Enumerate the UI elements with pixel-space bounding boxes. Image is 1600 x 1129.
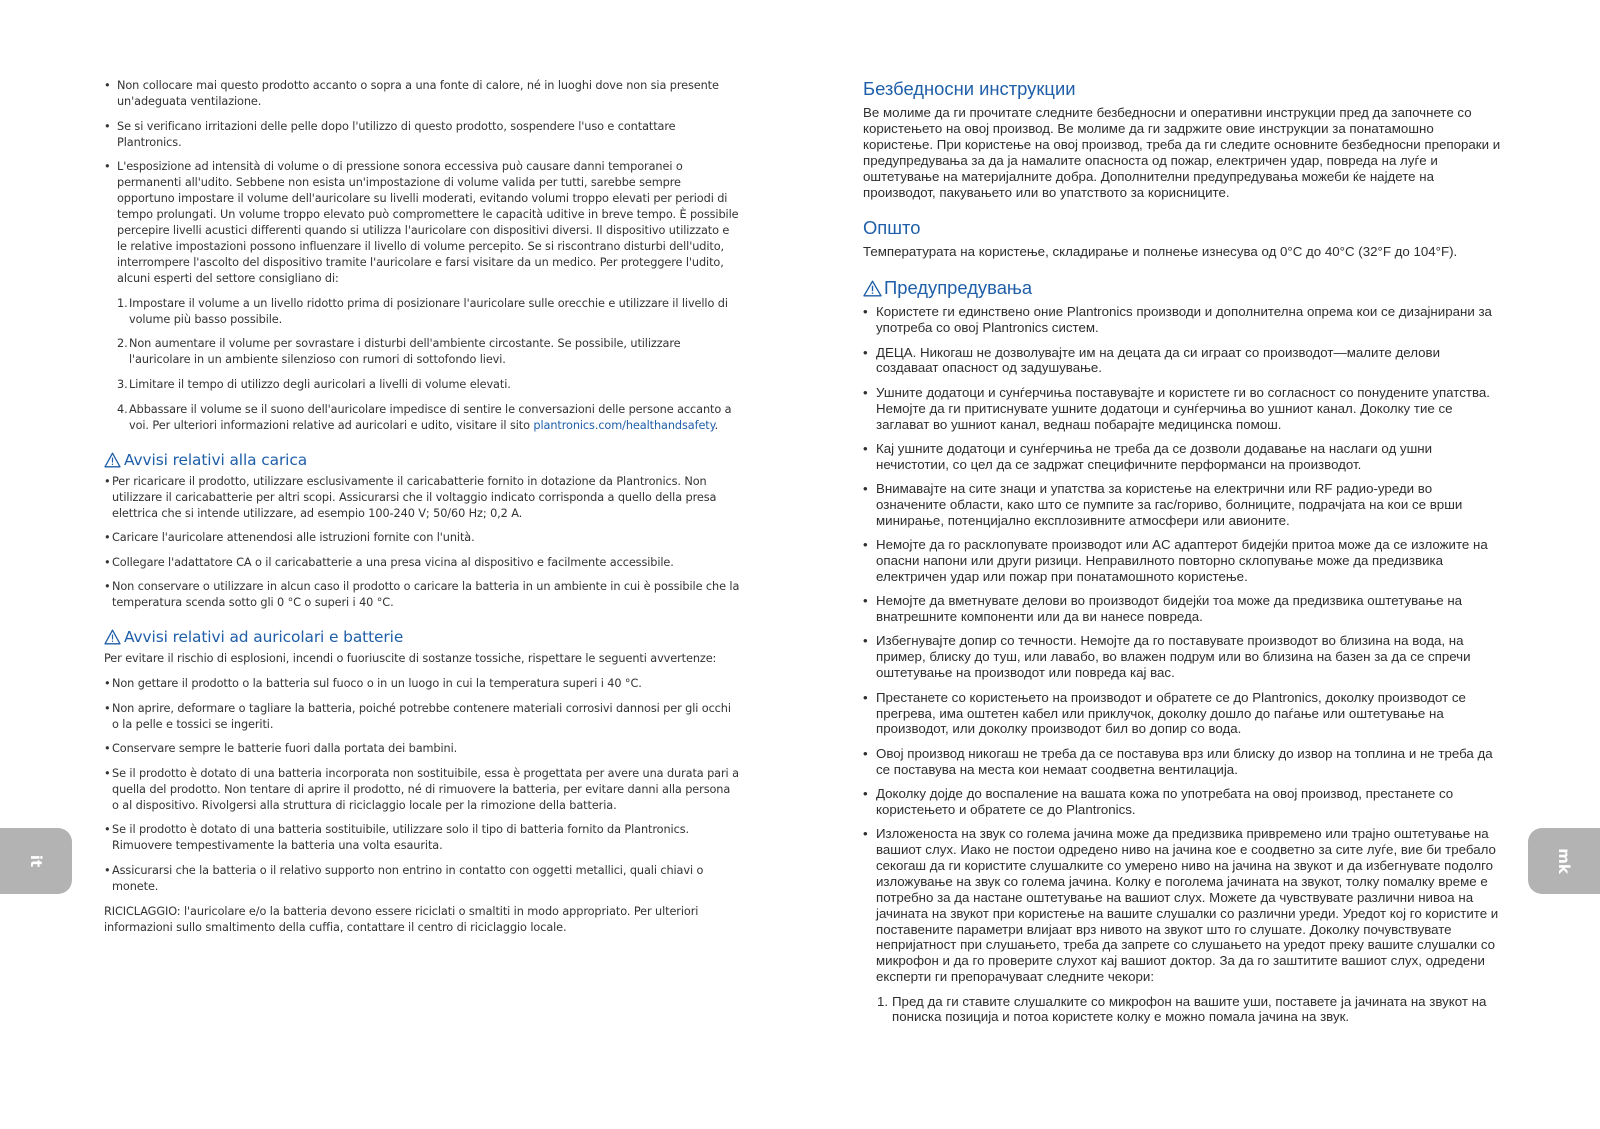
list-item: • Non aprire, deformare o tagliare la batteria, poiché potrebbe contenere materiali corrosivi dannosi per gli occhi o la pelle e tossici se ingeriti.	[104, 701, 740, 733]
list-number: 1.	[117, 296, 128, 310]
list-item: • Ушните додатоци и сунѓерчиња поставувајте и користете ги во согласност со понудените упатства. Немојте да ги притиснувате ушните додатоци и сунѓерчиња во ушниот канал. Доколку тие се заглават во ушниот канал, веднаш побарајте медицинска помош.	[863, 385, 1503, 433]
battery-heading-text: Avvisi relativi ad auricolari e batterie	[124, 628, 404, 647]
list-text: Impostare il volume a un livello ridotto prima di posizionare l'auricolare sulle orecchie e utilizzare il livello di volume più basso possibile.	[129, 296, 728, 326]
list-item	[117, 336, 740, 368]
language-tab-mk[interactable]	[1528, 828, 1600, 894]
warnings-list	[863, 304, 1503, 985]
warnings-heading-text: Предупредувања	[884, 277, 1033, 299]
safety-heading-text: Безбедносни инструкции	[863, 78, 1076, 99]
list-item: • Избегнувајте допир со течности. Немојте да го поставувате производот во близина на вода, на пример, блиску до туш, или лавабо, во влажен подрум или во близина на базен за да се спречи оштетување на производот или повреда кај вас.	[863, 633, 1503, 681]
list-item: • Изложеноста на звук со голема јачина може да предизвика привремено или трајно оштетување на вашиот слух. Иако не постои одредено ниво на јачина кое е соодветно за сите луѓе, вие би требало секогаш да ги користите слушалките со умерено ниво на јачина на звукот и да избегнувате подолго изложување на звук со голема јачина. Колку е поголема јачината на звукот, толку помалку време е потребно за да настане оштетување на вашиот слух. Можете да чувствувате различни нивоа на јачината на звукот при користење на вашите слушалки со различни уреди. Уредот кој го користите и поставените параметри влијаат врз нивото на звукот што го слушате. Доколку почувствувате непријатност при слушањето, треба да запрете со слушањето на уредот преку вашите слушалки со микрофон и да го проверите слухот кај вашиот доктор. За да го заштитите вашиот слух, одредени експерти ги препорачуваат следните чекори:	[863, 826, 1503, 985]
left-page	[104, 78, 740, 944]
language-tab-label: it	[27, 854, 45, 868]
list-item: • ДЕЦА. Никогаш не дозволувајте им на децата да си играат со производот—малите делови создаваат опасност од задушување.	[863, 345, 1503, 377]
list-item: • Користете ги единствено оние Plantronics производи и дополнителна опрема кои се дизајнирани за употреба со овој Plantronics систем.	[863, 304, 1503, 336]
list-item	[117, 296, 740, 328]
warning-icon	[863, 280, 880, 296]
list-item: • L'esposizione ad intensità di volume o di pressione sonora eccessiva può causare danni temporanei o permanenti all'udito. Sebbene non esista un'impostazione di volume valida per tutti, sarebbe sempre opportuno impostare il volume dell'auricolare su livelli moderati, evitando volumi troppo elevati per periodi di tempo prolungati. Un volume troppo elevato può compromettere le capacità uditive in breve tempo. È possibile percepire livelli acustici differenti quando si utilizza l'auricolare con dispositivi diversi. Il dispositivo utilizzato e le relative impostazioni possono influenzare il livello di volume percepito. Se si riscontrano disturbi dell'udito, interrompere l'ascolto del dispositivo tramite l'auricolare e farsi visitare da un medico. Per proteggere l'udito, alcuni esperti del settore consigliano di:	[104, 159, 740, 287]
hearing-steps-list	[117, 296, 740, 434]
list-item	[117, 402, 740, 434]
general-heading	[863, 217, 1503, 239]
charging-heading	[104, 450, 740, 470]
list-item: • Доколку дојде до воспаление на вашата кожа по употребата на овој производ, престанете со користењето и обратете се до Plantronics.	[863, 786, 1503, 818]
recycling-note: RICICLAGGIO: l'auricolare e/o la batteria devono essere riciclati o smaltiti in modo appropriato. Per ulteriori informazioni sullo smaltimento della cuffia, contattare il centro di riciclaggio locale.	[104, 904, 699, 934]
list-item: • Престанете со користењето на производот и обратете се до Plantronics, доколку производот се прегрева, има оштетен кабел или приклучок, доколку дошло до паѓање или оштетување на производот, или доколку производот бил во допир со вода.	[863, 690, 1503, 738]
list-number: 3.	[117, 377, 128, 391]
warnings-heading	[863, 277, 1503, 299]
charging-list	[104, 474, 740, 612]
list-text: Non aumentare il volume per sovrastare i disturbi dell'ambiente circostante. Se possibile, utilizzare l'auricolare in un ambiente silenzioso con rumori di sottofondo lievi.	[129, 337, 681, 367]
list-item: • Assicurarsi che la batteria o il relativo supporto non entrino in contatto con oggetti metallici, quali chiavi o monete.	[104, 863, 740, 895]
list-item: • Conservare sempre le batterie fuori dalla portata dei bambini.	[104, 741, 740, 757]
list-item: • Non collocare mai questo prodotto accanto o sopra a una fonte di calore, né in luoghi dove non sia presente un'adeguata ventilazione.	[104, 78, 740, 110]
list-item: • Caricare l'auricolare attenendosi alle istruzioni fornite con l'unità.	[104, 530, 740, 546]
battery-heading	[104, 627, 740, 647]
list-item: • Se il prodotto è dotato di una batteria sostituibile, utilizzare solo il tipo di batteria fornito da Plantronics. Rimuovere tempestivamente la batteria una volta esaurita.	[104, 822, 740, 854]
list-text-end: .	[714, 418, 719, 432]
hearing-steps-list-mk	[877, 994, 1503, 1026]
list-item: • Non gettare il prodotto o la batteria sul fuoco o in un luogo in cui la temperatura superi i 40 °C.	[104, 676, 740, 692]
list-number: 2.	[117, 337, 128, 351]
list-item: • Non conservare o utilizzare in alcun caso il prodotto o caricare la batteria in un ambiente in cui è possibile che la temperatura scenda sotto gli 0 °C o superi i 40 °C.	[104, 579, 740, 611]
health-safety-link[interactable]: plantronics.com/healthandsafety	[533, 418, 715, 432]
list-item: • Немојте да го расклопувате производот или AC адаптерот бидејќи притоа може да се изложите на опасни напони или други ризици. Неправилното повторно склопување може да предизвика електричен удар или пожар при понатамошното користење.	[863, 537, 1503, 585]
warning-icon	[104, 452, 121, 468]
language-tab-label: mk	[1554, 848, 1573, 874]
general-heading-text: Општо	[863, 217, 921, 239]
list-number: 4.	[117, 402, 128, 416]
list-text: Abbassare il volume se il suono dell'auricolare impedisce di sentire le conversazioni delle persone accanto a voi. Per ulteriori informazioni relative ad auricolari e udito, visitare il sito	[129, 402, 732, 432]
intro-bullet-list	[104, 78, 740, 287]
list-item: • Овој производ никогаш не треба да се поставува врз или блиску до извор на топлина и не треба да се поставува на места кои немаат соодветна вентилација.	[863, 746, 1503, 778]
charging-heading-text: Avvisi relativi alla carica	[124, 450, 308, 469]
list-item: • Per ricaricare il prodotto, utilizzare esclusivamente il caricabatterie fornito in dotazione da Plantronics. Non utilizzare il caricabatterie per altri scopi. Assicurarsi che il voltaggio indicato corrisponda a quello della presa elettrica che si intende utilizzare, ad esempio 100-240 V; 50/60 Hz; 0,2 A.	[104, 474, 740, 522]
list-item	[117, 377, 740, 393]
right-page	[863, 78, 1503, 1034]
list-item: • Se si verificano irritazioni delle pelle dopo l'utilizzo di questo prodotto, sospendere l'uso e contattare Plantronics.	[104, 119, 740, 151]
list-number: 1.	[877, 993, 889, 1009]
list-item: • Кај ушните додатоци и сунѓерчиња не треба да се дозволи додавање на наслаги од ушни нечистотии, со цел да се задржат специфичните перформанси на производот.	[863, 441, 1503, 473]
list-item: • Se il prodotto è dotato di una batteria incorporata non sostituibile, essa è progettata per avere una durata pari a quella del prodotto. Non tentare di aprire il prodotto, né di rimuovere la batteria, per evitare danni alla persona o al dispositivo. Rivolgersi alla struttura di riciclaggio locale per la rimozione della batteria.	[104, 766, 740, 814]
general-paragraph: Температурата на користење, складирање и полнење изнесува од 0°C до 40°C (32°F до 104°F).	[863, 244, 1458, 260]
list-text: Пред да ги ставите слушалките со микрофон на вашите уши, поставете ја јачината на звукот на пониска позиција и потоа користете колку е можно помала јачина на звук.	[892, 993, 1487, 1025]
list-text: Limitare il tempo di utilizzo degli auricolari a livelli di volume elevati.	[129, 377, 511, 391]
battery-intro: Per evitare il rischio di esplosioni, incendi o fuoriuscite di sostanze tossiche, rispettare le seguenti avvertenze:	[104, 652, 717, 666]
list-item	[877, 994, 1503, 1026]
safety-paragraph: Ве молиме да ги прочитате следните безбедносни и оперативни инструкции пред да започнете со користењето на овој производ. Ве молиме да ги задржите овие инструкции за понатамошно користење. При користење на овој производ, треба да ги следите основните безбедносни препораки и предупредувања за да ја намалите опасноста од пожар, електричен удар, повреда на луѓе и оштетување на материјалните добра. Дополнителни предупредувања можеби ќе најдете на производот, пакувањето или во упатството за корисниците.	[863, 105, 1501, 200]
language-tab-it[interactable]	[0, 828, 72, 894]
safety-heading	[863, 78, 1503, 100]
battery-list	[104, 676, 740, 895]
list-item: • Внимавајте на сите знаци и упатства за користење на електрични или RF радио-уреди во означените области, како што се пумпите за гас/гориво, болниците, подрачјата на кои се врши минирање, потенцијално експлозивните атмосфери или авионите.	[863, 481, 1503, 529]
warning-icon	[104, 629, 121, 645]
list-item: • Немојте да вметнувате делови во производот бидејќи тоа може да предизвика оштетување на внатрешните компоненти или да ви нанесе повреда.	[863, 593, 1503, 625]
list-item: • Collegare l'adattatore CA o il caricabatterie a una presa vicina al dispositivo e facilmente accessibile.	[104, 555, 740, 571]
